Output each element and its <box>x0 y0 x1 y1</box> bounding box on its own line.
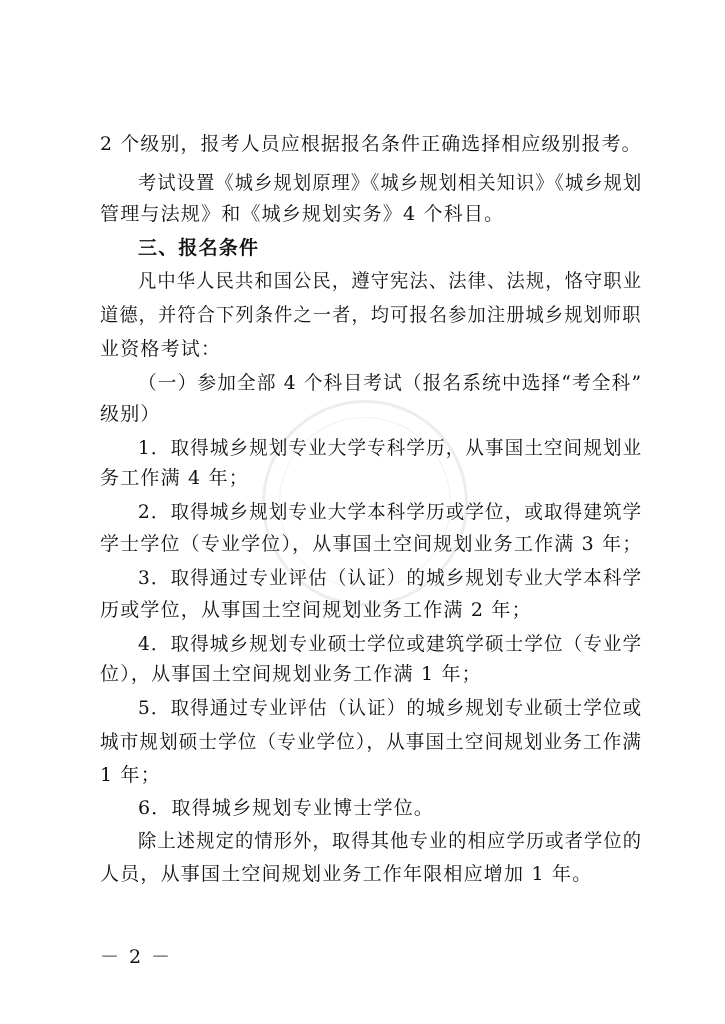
text-line: 城市规划硕士学位（专业学位），从事国土空间规划业务工作满 <box>100 731 643 753</box>
text-line: 除上述规定的情形外，取得其他专业的相应学历或者学位的 <box>138 830 643 852</box>
text-line: 学士学位（专业学位），从事国土空间规划业务工作满 3 年； <box>100 533 643 555</box>
section-heading: 三、报名条件 <box>138 237 260 259</box>
text-line: 级别） <box>100 403 161 425</box>
text-line: 历或学位，从事国土空间规划业务工作满 2 年； <box>100 599 532 621</box>
subsection-heading: （一）参加全部 4 个科目考试（报名系统中选择“考全科” <box>138 372 643 394</box>
list-item: 6．取得城乡规划专业博士学位。 <box>138 797 435 819</box>
list-item: 2．取得城乡规划专业大学本科学历或学位，或取得建筑学 <box>138 501 643 523</box>
text-line: 人员，从事国土空间规划业务工作年限相应增加 1 年。 <box>100 863 593 885</box>
text-line: 凡中华人民共和国公民，遵守宪法、法律、法规，恪守职业 <box>138 270 643 292</box>
text-line: 考试设置《城乡规划原理》《城乡规划相关知识》《城乡规划 <box>138 172 643 194</box>
list-item: 3．取得通过专业评估（认证）的城乡规划专业大学本科学 <box>138 567 643 589</box>
text-line: 业资格考试： <box>100 338 222 360</box>
text-line: 道德，并符合下列条件之一者，均可报名参加注册城乡规划师职 <box>100 304 642 326</box>
text-line: 1 年； <box>100 764 161 786</box>
list-item: 4．取得城乡规划专业硕士学位或建筑学硕士学位（专业学 <box>138 633 643 655</box>
text-line: 位），从事国土空间规划业务工作满 1 年； <box>100 663 482 685</box>
list-item: 5．取得通过专业评估（认证）的城乡规划专业硕士学位或 <box>138 697 643 719</box>
text-line: 务工作满 4 年； <box>100 467 249 489</box>
list-item: 1．取得城乡规划专业大学专科学历，从事国土空间规划业 <box>138 437 643 459</box>
text-line: 2 个级别，报考人员应根据报名条件正确选择相应级别报考。 <box>100 133 642 155</box>
text-line: 管理与法规》和《城乡规划实务》4 个科目。 <box>100 203 505 225</box>
page-number: － 2 － <box>100 946 173 968</box>
